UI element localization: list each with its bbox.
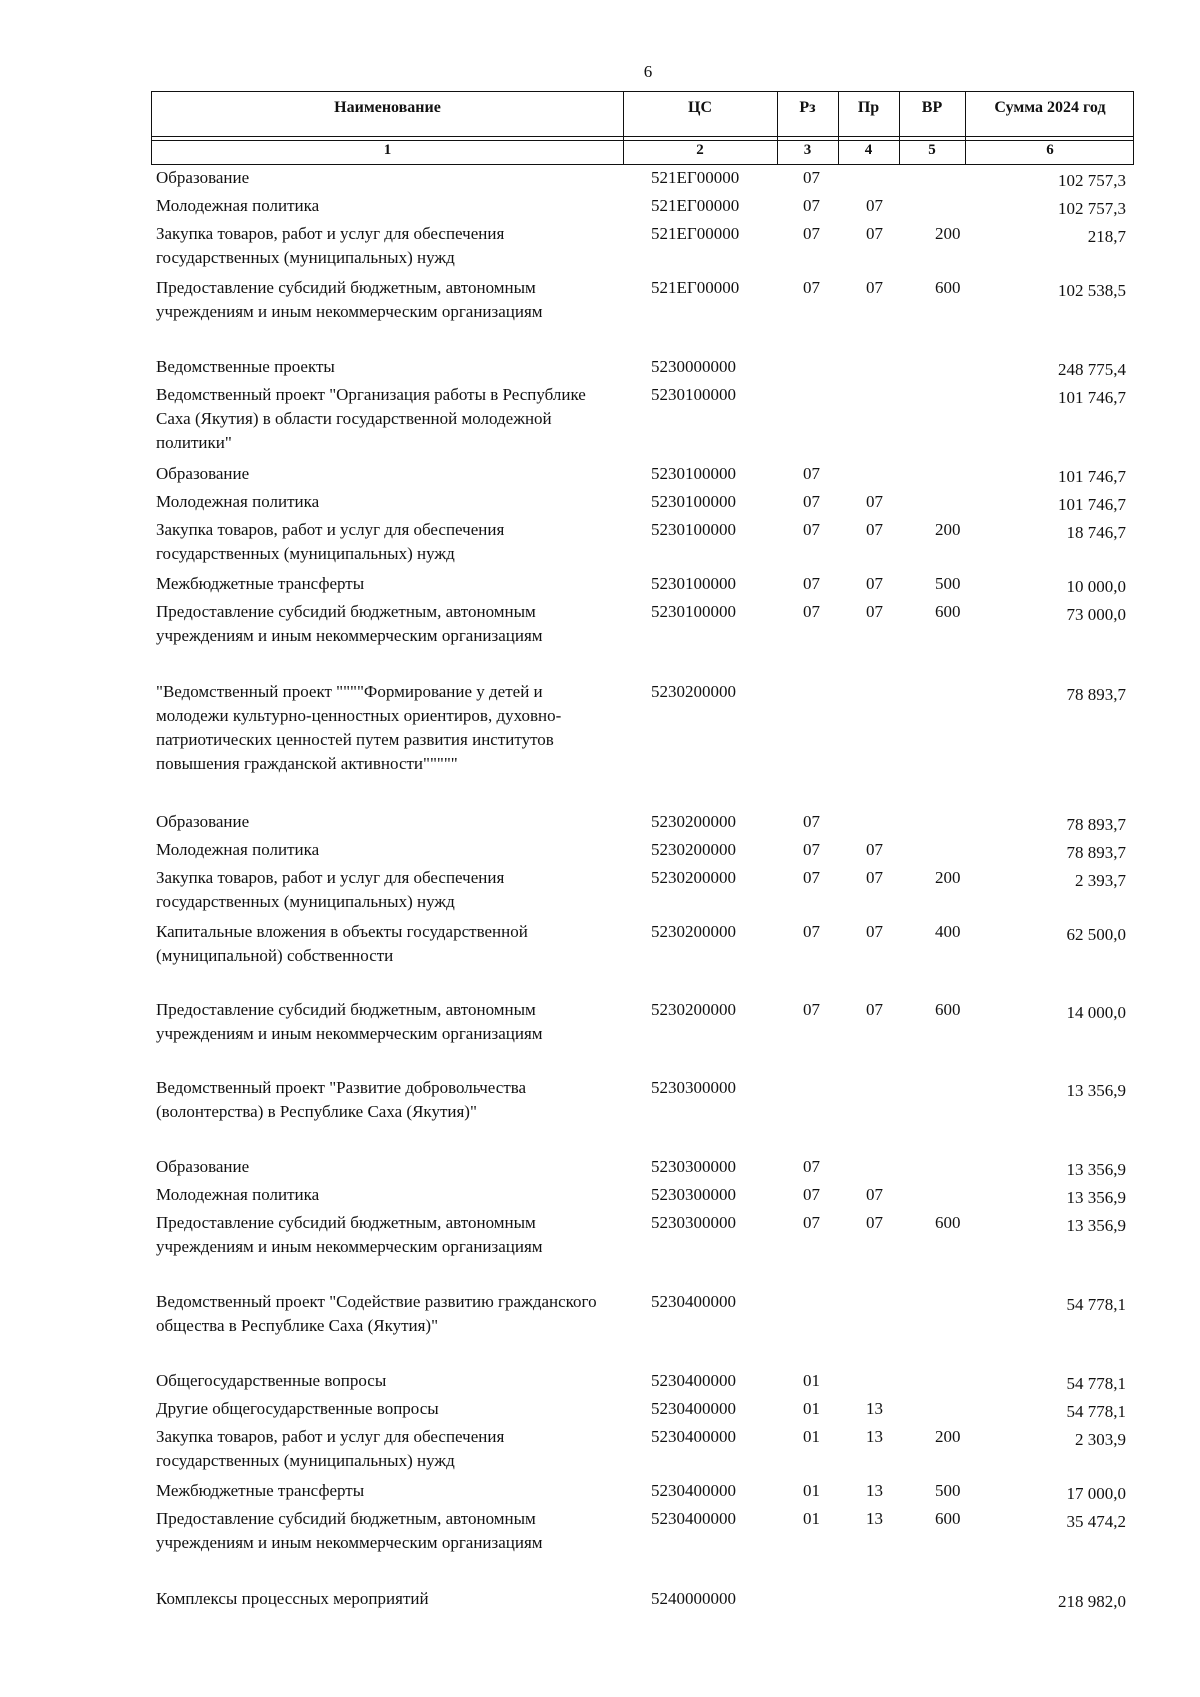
cell-vr: 600 [935, 1213, 961, 1232]
cell-vr: 600 [935, 278, 961, 297]
table-header [151, 91, 1134, 165]
cell-name: Образование [156, 812, 250, 831]
cell-sum: 78 893,7 [1066, 815, 1126, 834]
cell-sum: 2 393,7 [1075, 871, 1126, 890]
cell-sum: 218,7 [1087, 227, 1126, 246]
cell-pr: 07 [866, 840, 883, 859]
cell-pr: 07 [866, 1213, 883, 1232]
cell-sum: 35 474,2 [1066, 1512, 1126, 1531]
cell-pr: 07 [866, 922, 883, 941]
cell-rz: 07 [803, 278, 820, 297]
cell-rz: 07 [803, 168, 820, 187]
cell-name: Предоставление субсидий бюджетным, автономным учреждениям и иным некоммерческим организациям [156, 1213, 543, 1256]
cell-rz: 07 [803, 812, 820, 831]
cell-rz: 07 [803, 464, 820, 483]
cell-pr: 07 [866, 1185, 883, 1204]
cell-name: Молодежная политика [156, 1185, 320, 1204]
cell-pr: 07 [866, 520, 883, 539]
cell-cs: 5230400000 [651, 1399, 736, 1418]
cell-name: Межбюджетные трансферты [156, 574, 365, 593]
cell-sum: 73 000,0 [1066, 605, 1126, 624]
cell-rz: 07 [803, 492, 820, 511]
cell-rz: 07 [803, 1157, 820, 1176]
header-sum: Сумма 2024 год [994, 99, 1106, 116]
cell-cs: 5230200000 [651, 840, 736, 859]
cell-pr: 07 [866, 602, 883, 621]
cell-pr: 07 [866, 278, 883, 297]
header-vr: ВР [921, 99, 943, 116]
cell-sum: 101 746,7 [1058, 467, 1126, 486]
cell-rz: 01 [803, 1481, 820, 1500]
cell-pr: 07 [866, 574, 883, 593]
cell-cs: 5230200000 [651, 1000, 736, 1019]
cell-rz: 07 [803, 1000, 820, 1019]
header-pr: Пр [857, 99, 880, 116]
cell-name: Закупка товаров, работ и услуг для обеспечения государственных (муниципальных) нужд [156, 224, 505, 267]
cell-cs: 5230200000 [651, 812, 736, 831]
cell-rz: 07 [803, 520, 820, 539]
cell-sum: 18 746,7 [1066, 523, 1126, 542]
cell-sum: 101 746,7 [1058, 388, 1126, 407]
cell-vr: 600 [935, 1000, 961, 1019]
cell-cs: 5230400000 [651, 1481, 736, 1500]
header-num-2: 2 [696, 142, 704, 158]
cell-cs: 521ЕГ00000 [651, 196, 740, 215]
cell-cs: 5230100000 [651, 464, 736, 483]
cell-name: Ведомственный проект "Развитие добровольчества (волонтерства) в Республике Саха (Якутия)" [156, 1078, 527, 1121]
cell-sum: 10 000,0 [1066, 577, 1126, 596]
cell-sum: 78 893,7 [1066, 685, 1126, 704]
cell-pr: 13 [866, 1427, 883, 1446]
cell-sum: 102 757,3 [1058, 171, 1126, 190]
cell-cs: 5230400000 [651, 1427, 736, 1446]
cell-pr: 13 [866, 1481, 883, 1500]
cell-cs: 5230400000 [651, 1292, 736, 1311]
cell-name: "Ведомственный проект """"Формирование у детей и молодежи культурно-ценностных ориентиров, духовно-патриотических ценностей путем развития институтов повышения гражданской активности""""" [156, 682, 562, 773]
cell-name: Ведомственные проекты [156, 357, 335, 376]
cell-sum: 101 746,7 [1058, 495, 1126, 514]
cell-rz: 07 [803, 922, 820, 941]
cell-sum: 14 000,0 [1066, 1003, 1126, 1022]
cell-name: Предоставление субсидий бюджетным, автономным учреждениям и иным некоммерческим организациям [156, 278, 543, 321]
cell-cs: 5230300000 [651, 1213, 736, 1232]
header-num-6: 6 [1046, 142, 1054, 158]
cell-pr: 07 [866, 224, 883, 243]
cell-cs: 5230300000 [651, 1078, 736, 1097]
cell-name: Комплексы процессных мероприятий [156, 1589, 429, 1608]
cell-pr: 13 [866, 1509, 883, 1528]
header-cs: ЦС [688, 99, 712, 116]
cell-vr: 600 [935, 1509, 961, 1528]
cell-rz: 07 [803, 602, 820, 621]
cell-rz: 01 [803, 1427, 820, 1446]
cell-pr: 07 [866, 492, 883, 511]
cell-sum: 17 000,0 [1066, 1484, 1126, 1503]
cell-rz: 07 [803, 840, 820, 859]
cell-pr: 07 [866, 868, 883, 887]
cell-vr: 200 [935, 224, 961, 243]
cell-name: Другие общегосударственные вопросы [156, 1399, 439, 1418]
cell-cs: 521ЕГ00000 [651, 278, 740, 297]
cell-pr: 13 [866, 1399, 883, 1418]
cell-name: Предоставление субсидий бюджетным, автономным учреждениям и иным некоммерческим организациям [156, 1509, 543, 1552]
cell-cs: 5230100000 [651, 602, 736, 621]
cell-cs: 521ЕГ00000 [651, 168, 740, 187]
cell-rz: 01 [803, 1371, 820, 1390]
cell-vr: 600 [935, 602, 961, 621]
cell-vr: 500 [935, 574, 961, 593]
cell-vr: 400 [935, 922, 961, 941]
page-number: 6 [643, 62, 653, 81]
cell-rz: 07 [803, 574, 820, 593]
cell-cs: 5230100000 [651, 492, 736, 511]
header-rz: Рз [799, 99, 816, 116]
cell-cs: 5230300000 [651, 1185, 736, 1204]
cell-name: Образование [156, 464, 250, 483]
cell-pr: 07 [866, 196, 883, 215]
cell-name: Предоставление субсидий бюджетным, автономным учреждениям и иным некоммерческим организациям [156, 602, 543, 645]
cell-cs: 5230200000 [651, 868, 736, 887]
cell-name: Молодежная политика [156, 840, 320, 859]
header-name: Наименование [334, 99, 441, 116]
header-num-4: 4 [864, 142, 873, 158]
cell-name: Ведомственный проект "Содействие развитию гражданского общества в Республике Саха (Якутия)" [156, 1292, 597, 1335]
cell-name: Общегосударственные вопросы [156, 1371, 387, 1390]
cell-sum: 13 356,9 [1066, 1188, 1126, 1207]
cell-sum: 13 356,9 [1066, 1216, 1126, 1235]
header-num-1: 1 [383, 142, 392, 158]
header-rule [152, 136, 1133, 137]
cell-name: Закупка товаров, работ и услуг для обеспечения государственных (муниципальных) нужд [156, 1427, 505, 1470]
cell-sum: 62 500,0 [1066, 925, 1126, 944]
cell-name: Капитальные вложения в объекты государственной (муниципальной) собственности [156, 922, 528, 965]
cell-rz: 07 [803, 1213, 820, 1232]
cell-name: Предоставление субсидий бюджетным, автономным учреждениям и иным некоммерческим организациям [156, 1000, 543, 1043]
header-rule [152, 140, 1133, 141]
header-num-5: 5 [928, 142, 936, 158]
header-num-3: 3 [803, 142, 812, 158]
cell-rz: 01 [803, 1509, 820, 1528]
cell-cs: 5230300000 [651, 1157, 736, 1176]
cell-rz: 07 [803, 1185, 820, 1204]
cell-rz: 07 [803, 224, 820, 243]
cell-name: Образование [156, 1157, 250, 1176]
cell-sum: 102 538,5 [1058, 281, 1126, 300]
cell-sum: 54 778,1 [1066, 1402, 1126, 1421]
cell-vr: 200 [935, 1427, 961, 1446]
cell-cs: 5230100000 [651, 385, 736, 404]
cell-cs: 5230000000 [651, 357, 736, 376]
cell-sum: 54 778,1 [1066, 1374, 1126, 1393]
cell-sum: 13 356,9 [1066, 1160, 1126, 1179]
cell-cs: 5240000000 [651, 1589, 736, 1608]
cell-rz: 07 [803, 868, 820, 887]
cell-cs: 5230100000 [651, 574, 736, 593]
cell-sum: 102 757,3 [1058, 199, 1126, 218]
cell-vr: 200 [935, 868, 961, 887]
cell-name: Образование [156, 168, 250, 187]
cell-vr: 200 [935, 520, 961, 539]
cell-name: Межбюджетные трансферты [156, 1481, 365, 1500]
cell-sum: 78 893,7 [1066, 843, 1126, 862]
cell-cs: 5230100000 [651, 520, 736, 539]
cell-cs: 5230200000 [651, 922, 736, 941]
cell-vr: 500 [935, 1481, 961, 1500]
cell-name: Ведомственный проект "Организация работы в Республике Саха (Якутия) в области государственной молодежной политики" [156, 385, 586, 452]
cell-cs: 5230400000 [651, 1509, 736, 1528]
cell-sum: 54 778,1 [1066, 1295, 1126, 1314]
cell-rz: 07 [803, 196, 820, 215]
cell-cs: 521ЕГ00000 [651, 224, 740, 243]
cell-cs: 5230200000 [651, 682, 736, 701]
cell-name: Молодежная политика [156, 492, 320, 511]
cell-sum: 2 303,9 [1075, 1430, 1126, 1449]
cell-name: Молодежная политика [156, 196, 320, 215]
cell-name: Закупка товаров, работ и услуг для обеспечения государственных (муниципальных) нужд [156, 868, 505, 911]
cell-sum: 218 982,0 [1058, 1592, 1126, 1611]
cell-sum: 248 775,4 [1058, 360, 1126, 379]
cell-rz: 01 [803, 1399, 820, 1418]
cell-sum: 13 356,9 [1066, 1081, 1126, 1100]
cell-pr: 07 [866, 1000, 883, 1019]
cell-cs: 5230400000 [651, 1371, 736, 1390]
cell-name: Закупка товаров, работ и услуг для обеспечения государственных (муниципальных) нужд [156, 520, 505, 563]
